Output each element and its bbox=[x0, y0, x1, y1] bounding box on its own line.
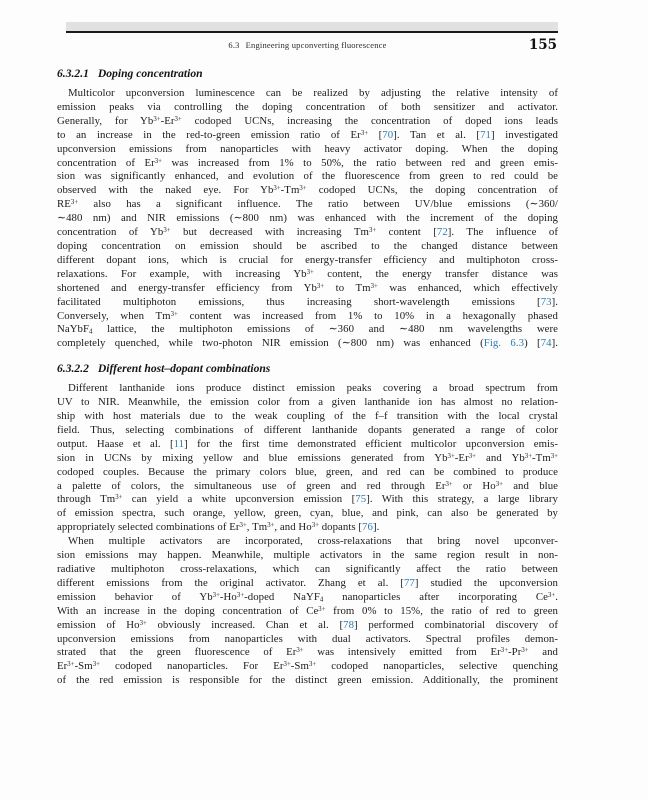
figure-link[interactable]: Fig. 6.3 bbox=[483, 337, 525, 350]
text-line: output. Haase et al. [11] for the first time demonstrated efficient multicolor upconversion emis- bbox=[57, 437, 558, 450]
superscript: 3+ bbox=[212, 591, 220, 599]
superscript: 3+ bbox=[306, 268, 314, 276]
superscript: 3+ bbox=[115, 494, 123, 502]
section-heading-title: Doping concentration bbox=[97, 67, 203, 80]
superscript: 3+ bbox=[468, 452, 476, 460]
section-heading-title: Different host–dopant combinations bbox=[97, 362, 271, 376]
superscript: 3+ bbox=[360, 129, 369, 137]
paragraph bbox=[57, 87, 558, 351]
text-line: ship with host materials due to the weak coupling of the f–f transition with the local crystal bbox=[57, 410, 558, 423]
text-line: a palette of colors, the simultaneous use of green and red through $Er^{3+}$ or $Ho^{3+}$ and blue bbox=[57, 479, 559, 492]
superscript: 3+ bbox=[296, 647, 304, 655]
text-line: $Er^{3+}-Sm^{3+}$ codoped nanoparticles. For $Er^{3+}-Sm^{3+}$ codoped nanoparticles, selective quenching bbox=[57, 660, 558, 673]
text-line: strated that the green fluorescence of $Er^{3+}$ was intensively emitted from $Er^{3+}-Pr^{3+}$ and bbox=[57, 646, 558, 659]
superscript: 3+ bbox=[316, 282, 325, 290]
text-line: $RE^{3+}$ also has a significant influence. The ratio between UV/blue emissions (∼360/ bbox=[57, 198, 558, 211]
superscript: 3+ bbox=[283, 661, 291, 669]
paragraph bbox=[57, 382, 558, 535]
citation-link[interactable]: 11 bbox=[173, 437, 185, 450]
text-line: field. Thus, selecting combinations of different lanthanide dopants generated a range of color bbox=[57, 423, 558, 436]
page-number: 155 bbox=[528, 37, 557, 53]
citation-link[interactable]: 76 bbox=[362, 521, 373, 534]
superscript: 3+ bbox=[318, 605, 326, 613]
citation-link[interactable]: 78 bbox=[343, 618, 355, 631]
section-body-host-dopant-combinations bbox=[57, 382, 558, 688]
text-line: Multicolor upconversion luminescence can be realized by adjusting the relative intensity of bbox=[68, 87, 558, 99]
text-line: of the red emission is responsible for the distinct green emission. Additionally, the prominent bbox=[57, 674, 558, 687]
text-line: shortened and energy-transfer efficiency from $Yb^{3+}$ to $Tm^{3+}$ was enhanced, which effectively bbox=[57, 281, 558, 294]
citation-link[interactable]: 74 bbox=[540, 337, 552, 350]
text-line: emission behavior of $Yb^{3+}-Ho^{3+}$-doped NaYF$_4$ nanoparticles after incorporating $Ce^{3+}$. bbox=[57, 590, 559, 604]
superscript: 3+ bbox=[267, 522, 275, 530]
citation-link[interactable]: 72 bbox=[436, 226, 448, 239]
superscript: 3+ bbox=[445, 480, 453, 488]
paragraph bbox=[57, 535, 558, 688]
superscript: 3+ bbox=[174, 115, 182, 123]
superscript: 3+ bbox=[495, 480, 503, 488]
text-line: UV to NIR. Meanwhile, the emission color from a given lanthanide ion has almost no relation- bbox=[57, 396, 558, 409]
superscript: 3+ bbox=[370, 282, 378, 290]
text-line: different emissions from the original activator. Zhang et al. [77] studied the upconversion bbox=[57, 576, 558, 589]
text-line: With an increase in the doping concentration of $Ce^{3+}$ from 0% to 15%, the ratio of red to green bbox=[57, 604, 558, 617]
superscript: 3+ bbox=[170, 310, 178, 318]
superscript: 3+ bbox=[308, 661, 317, 669]
text-line: Different lanthanide ions produce distinct emission peaks covering a broad spectrum from bbox=[68, 382, 558, 395]
superscript: 3+ bbox=[500, 647, 509, 655]
superscript: 3+ bbox=[239, 522, 247, 530]
citation-link[interactable]: 70 bbox=[382, 128, 394, 141]
superscript: 3+ bbox=[92, 661, 100, 669]
superscript: 3+ bbox=[70, 199, 79, 207]
text-line: concentration of $Yb^{3+}$ but decreased with increasing $Tm^{3+}$ content [72]. The influence of bbox=[57, 226, 558, 239]
running-head-section-number: 6.3 bbox=[228, 40, 240, 50]
citation-link[interactable]: 75 bbox=[355, 493, 367, 506]
superscript: 3+ bbox=[236, 591, 245, 599]
text-line: Generally, for $Yb^{3+}-Er^{3+}$ codoped UCNs, increasing the concentration of doped ions leads bbox=[57, 114, 558, 127]
text-line: sion was significantly enhanced, and evolution of the fluorescence from green to red could be bbox=[57, 170, 558, 183]
page-header bbox=[57, 37, 558, 56]
text-line: sion in UCNs by mixing yellow and blue emissions generated from $Yb^{3+}-Er^{3+}$ and $Yb^{3+}-Tm^{3+}$ bbox=[57, 451, 559, 464]
text-line: relaxations. For example, with increasing $Yb^{3+}$ content, the energy transfer distance was bbox=[57, 267, 559, 280]
text-line: emission of $Ho^{3+}$ obviously increased. Chan et al. [78] performed combinatorial discovery of bbox=[57, 618, 558, 631]
superscript: 3+ bbox=[521, 647, 529, 655]
text-line: codoped couples. Because the primary colors blue, green, and red can be combined to produce bbox=[57, 465, 558, 478]
text-line: sion emissions may happen. Meanwhile, multiple activators in the same region result in non- bbox=[57, 549, 558, 562]
text-line: appropriately selected combinations of $Er^{3+}$, $Tm^{3+}$, and $Ho^{3+}$ dopants [76]. bbox=[57, 521, 380, 534]
text-line: When multiple activators are incorporated, cross-relaxations that bring novel upconver- bbox=[68, 535, 558, 548]
text-line: upconversion emissions from nanoparticles with heavy activator doping. When the doping bbox=[57, 142, 558, 155]
subscript: 4 bbox=[319, 596, 324, 604]
text-line: Conversely, when $Tm^{3+}$ content was increased from 1% to 10% in a hexagonally phased bbox=[57, 309, 558, 322]
text-line: of emission spectra, such orange, yellow, green, cyan, blue, and pink, can also be generated by bbox=[57, 507, 558, 520]
section-heading-doping-concentration bbox=[57, 67, 558, 80]
superscript: 3+ bbox=[67, 661, 75, 669]
text-line: different dopant ions, which is crucial for energy-transfer efficiency and multiphoton cross- bbox=[57, 253, 558, 266]
superscript: 3+ bbox=[163, 226, 171, 234]
text-line: to an increase in the red-to-green emission ratio of $Er^{3+}$ [70]. Tan et al. [71] investigated bbox=[57, 128, 558, 141]
page-content bbox=[57, 22, 558, 688]
superscript: 3+ bbox=[153, 115, 161, 123]
citation-link[interactable]: 71 bbox=[480, 128, 491, 141]
text-line: facilitated multiphoton emissions, thus increasing short-wavelength emissions [73]. bbox=[57, 295, 558, 308]
section-body-doping-concentration bbox=[57, 87, 558, 351]
text-line: NaYbF$_4$ lattice, the multiphoton emissions of ∼360 and ∼480 nm wavelengths were bbox=[57, 323, 558, 336]
superscript: 3+ bbox=[548, 591, 556, 599]
running-head-title: Engineering upconverting fluorescence bbox=[245, 40, 387, 50]
text-line: through $Tm^{3+}$ can yield a white upconversion emission [75]. With this strategy, a large library bbox=[57, 493, 558, 506]
superscript: 3+ bbox=[273, 185, 281, 193]
text-line: concentration of $Er^{3+}$ was increased from 1% to 50%, the ratio between red and green emis- bbox=[57, 156, 558, 169]
text-line: radiative multiphoton cross-relaxations, which can significantly affect the ratio between bbox=[57, 563, 558, 575]
text-line: completely quenched, while two-photon NIR emission (∼800 nm) was enhanced (Fig. 6.3) [74]. bbox=[57, 337, 558, 350]
superscript: 3+ bbox=[447, 452, 455, 460]
citation-link[interactable]: 77 bbox=[403, 576, 415, 589]
text-line: upconversion emissions from nanoparticles with dual activators. Spectral profiles demon- bbox=[57, 632, 558, 645]
superscript: 3+ bbox=[299, 185, 307, 193]
text-line: observed with the naked eye. For $Yb^{3+}-Tm^{3+}$ codoped UCNs, the doping concentration of bbox=[57, 184, 558, 197]
running-head bbox=[57, 40, 558, 50]
citation-link[interactable]: 73 bbox=[540, 295, 552, 308]
superscript: 3+ bbox=[311, 522, 319, 530]
section-heading-number: 6.3.2.2 bbox=[57, 362, 89, 376]
superscript: 3+ bbox=[368, 226, 377, 234]
text-line: emission peaks via controlling the doping concentration of both sensitizer and activator. bbox=[57, 100, 558, 113]
section-heading-number: 6.3.2.1 bbox=[57, 67, 89, 80]
superscript: 3+ bbox=[524, 452, 533, 460]
superscript: 3+ bbox=[550, 452, 559, 460]
subscript: 4 bbox=[89, 329, 93, 336]
superscript: 3+ bbox=[139, 619, 147, 627]
header-rule-bar bbox=[66, 22, 558, 33]
text-line: ∼480 nm) and NIR emissions (∼800 nm) was enhanced with the increment of the doping bbox=[57, 212, 558, 225]
text-line: doping concentration on emission should be ascribed to the changed distance between bbox=[57, 239, 558, 252]
section-heading-host-dopant-combinations bbox=[57, 362, 558, 375]
superscript: 3+ bbox=[154, 157, 162, 165]
